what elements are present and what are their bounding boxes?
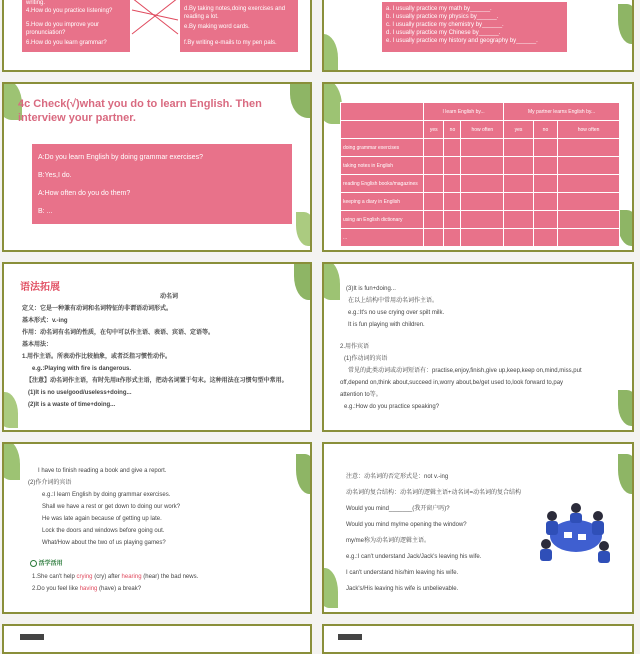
practice-heading: 活学活用 [30, 560, 63, 569]
table-row: using an English dictionary [341, 211, 620, 229]
leaf-decoration [322, 568, 338, 608]
slide-3[interactable] [2, 82, 312, 252]
leaf-decoration [2, 442, 20, 480]
header-partner: My partner learns English by... [504, 103, 620, 121]
top-partial: writing. [26, 0, 46, 6]
note: 【注意】动名词作主语，有时先用it作形式主语，把动名词置于句末。这种用法在习惯句型中常用。 [26, 378, 288, 384]
answer: crying [76, 574, 93, 580]
dialog-line-4: B: ... [38, 208, 53, 215]
answer-e: e.By making word cards. [184, 24, 250, 30]
col-yes: yes [424, 121, 444, 139]
leaf-decoration [294, 262, 312, 300]
line-6: e.g.:I can't understand Jack/Jack's leaving his wife. [346, 554, 482, 560]
sentence-d: d. I usually practice my Chinese by______. [386, 30, 501, 36]
line-1: 注意：动名词的否定形式是：not v.-ing [346, 474, 449, 480]
header-me: I learn English by... [424, 103, 504, 121]
table-row: ... [341, 229, 620, 247]
line-7: What/How about the two of us playing games? [42, 540, 166, 546]
slide-7[interactable] [2, 442, 312, 614]
slide-6[interactable] [322, 262, 634, 432]
basic-usage: 基本用法： [22, 342, 53, 348]
col-how-often: how often [461, 121, 504, 139]
line-3: e.g.:It's no use crying over spilt milk. [348, 310, 445, 316]
table-row: taking notes in English [341, 157, 620, 175]
question-5: 5.How do you improve your pronunciation? [26, 22, 100, 36]
leaf-decoration [618, 4, 634, 44]
line-9: attention to等。 [340, 392, 382, 398]
matching-lines [130, 0, 180, 52]
leaf-decoration [322, 34, 338, 72]
dialog-line-2: B:Yes,I do. [38, 172, 72, 179]
slide-10-partial[interactable] [322, 624, 634, 654]
dialog-line-3: A:How often do you do them? [38, 190, 131, 197]
usage-1: 1.用作主语。所表动作比较抽象，或者泛指习惯性动作。 [22, 354, 172, 360]
leaf-decoration [290, 82, 312, 118]
sentence-b: b. I usually practice my physics by______. [386, 14, 499, 20]
section-heading: 语法拓展 [20, 282, 60, 293]
line-2: 动名词的复合结构：动名词的逻辑主语+动名词=动名词的复合结构 [346, 490, 522, 496]
slide-4[interactable] [322, 82, 634, 252]
line-7: 常见的此类动词或动词短语有：practise,enjoy,finish,give up,keep,keep on,mind,miss,put [348, 368, 582, 374]
col-no: no [533, 121, 557, 139]
leaf-decoration [322, 82, 342, 124]
col-yes: yes [504, 121, 534, 139]
answer-d: d.By taking notes,doing exercises and reading a lot. [184, 6, 286, 20]
example: e.g.:Playing with fire is dangerous. [32, 366, 132, 372]
leaf-decoration [618, 210, 634, 246]
table-row: keeping a diary in English [341, 193, 620, 211]
line-7: I can't understand his/him leaving his wife. [346, 570, 459, 576]
line-4: It is fun playing with children. [348, 322, 425, 328]
line-8: Jack's/His leaving his wife is unbelievable. [346, 586, 459, 592]
slide-1[interactable] [2, 0, 312, 72]
slide-5[interactable] [2, 262, 312, 432]
definition: 定义：它是一种兼有动词和名词特征的非谓语动词形式。 [22, 306, 173, 312]
slide-8[interactable] [322, 442, 634, 614]
function: 作用：动名词有名词的性质，在句中可以作主语、表语、宾语、定语等。 [22, 330, 215, 336]
pattern-1: (1)It is no use/good/useless+doing... [28, 390, 132, 396]
table-row: reading English books/magazines [341, 175, 620, 193]
line-5: He was late again because of getting up late. [42, 516, 162, 522]
leaf-decoration [618, 390, 634, 426]
sentence-c: c. I usually practice my chemistry by______. [386, 22, 504, 28]
line-2: (2)作介词的宾语 [28, 480, 72, 486]
table-row: doing grammar exercises [341, 139, 620, 157]
answer-f: f.By writing e-mails to my pen pals. [184, 40, 277, 46]
basic-form: 基本形式：v.-ing [22, 318, 68, 324]
col-how-often: how often [558, 121, 620, 139]
line-1: I have to finish reading a book and give a report. [38, 468, 167, 474]
topic-title: 动名词 [160, 294, 179, 300]
answer: hearing [121, 574, 142, 580]
leaf-decoration [2, 392, 18, 428]
line-1: (3)It is fun+doing... [346, 286, 396, 292]
partial-heading [20, 634, 44, 640]
partial-heading [338, 634, 362, 640]
line-4: Would you mind my/me opening the window? [346, 522, 467, 528]
leaf-decoration [618, 454, 634, 494]
line-6: (1)作动词的宾语 [344, 356, 388, 362]
leaf-decoration [322, 262, 340, 300]
survey-table [340, 102, 620, 247]
sentence-a: a. I usually practice my math by______. [386, 6, 492, 12]
leaf-decoration [296, 454, 312, 494]
line-5: 2.用作宾语 [340, 344, 370, 350]
question-6: 6.How do you learn grammar? [26, 40, 107, 46]
exercise-1: 1.She can't help crying (cry) after hearing (hear) the bad news. [32, 574, 199, 580]
question-4: 4.How do you practice listening? [26, 8, 113, 14]
sentence-e: e. I usually practice my history and geography by______. [386, 38, 538, 44]
slide-9-partial[interactable] [2, 624, 312, 654]
answer: having [79, 586, 98, 592]
circle-icon [30, 560, 37, 567]
line-3: e.g.:I learn English by doing grammar exercises. [42, 492, 171, 498]
leaf-decoration [296, 212, 312, 246]
line-2: 在以上结构中常用动名词作主语。 [348, 298, 439, 304]
dialog-line-1: A:Do you learn English by doing grammar exercises? [38, 154, 203, 161]
line-8: off,depend on,think about,succeed in,worry about,be/get used to,look forward to,pay [340, 380, 564, 386]
line-5: my/me称为动名词的逻辑主语。 [346, 538, 431, 544]
pattern-2: (2)It is a waste of time+doing... [28, 402, 116, 408]
line-3: Would you mind_______(我开窗户吗)? [346, 506, 450, 512]
exercise-2: 2.Do you feel like having (have) a break? [32, 586, 142, 592]
people-illustration [534, 494, 614, 566]
slide-title: 4c Check(√)what you do to learn English. Then interview your partner. [18, 98, 262, 124]
col-no: no [444, 121, 461, 139]
line-6: Lock the doors and windows before going out. [42, 528, 165, 534]
line-10: e.g.:How do you practice speaking? [344, 404, 440, 410]
line-4: Shall we have a rest or get down to doing our work? [42, 504, 181, 510]
slide-2[interactable] [322, 0, 634, 72]
